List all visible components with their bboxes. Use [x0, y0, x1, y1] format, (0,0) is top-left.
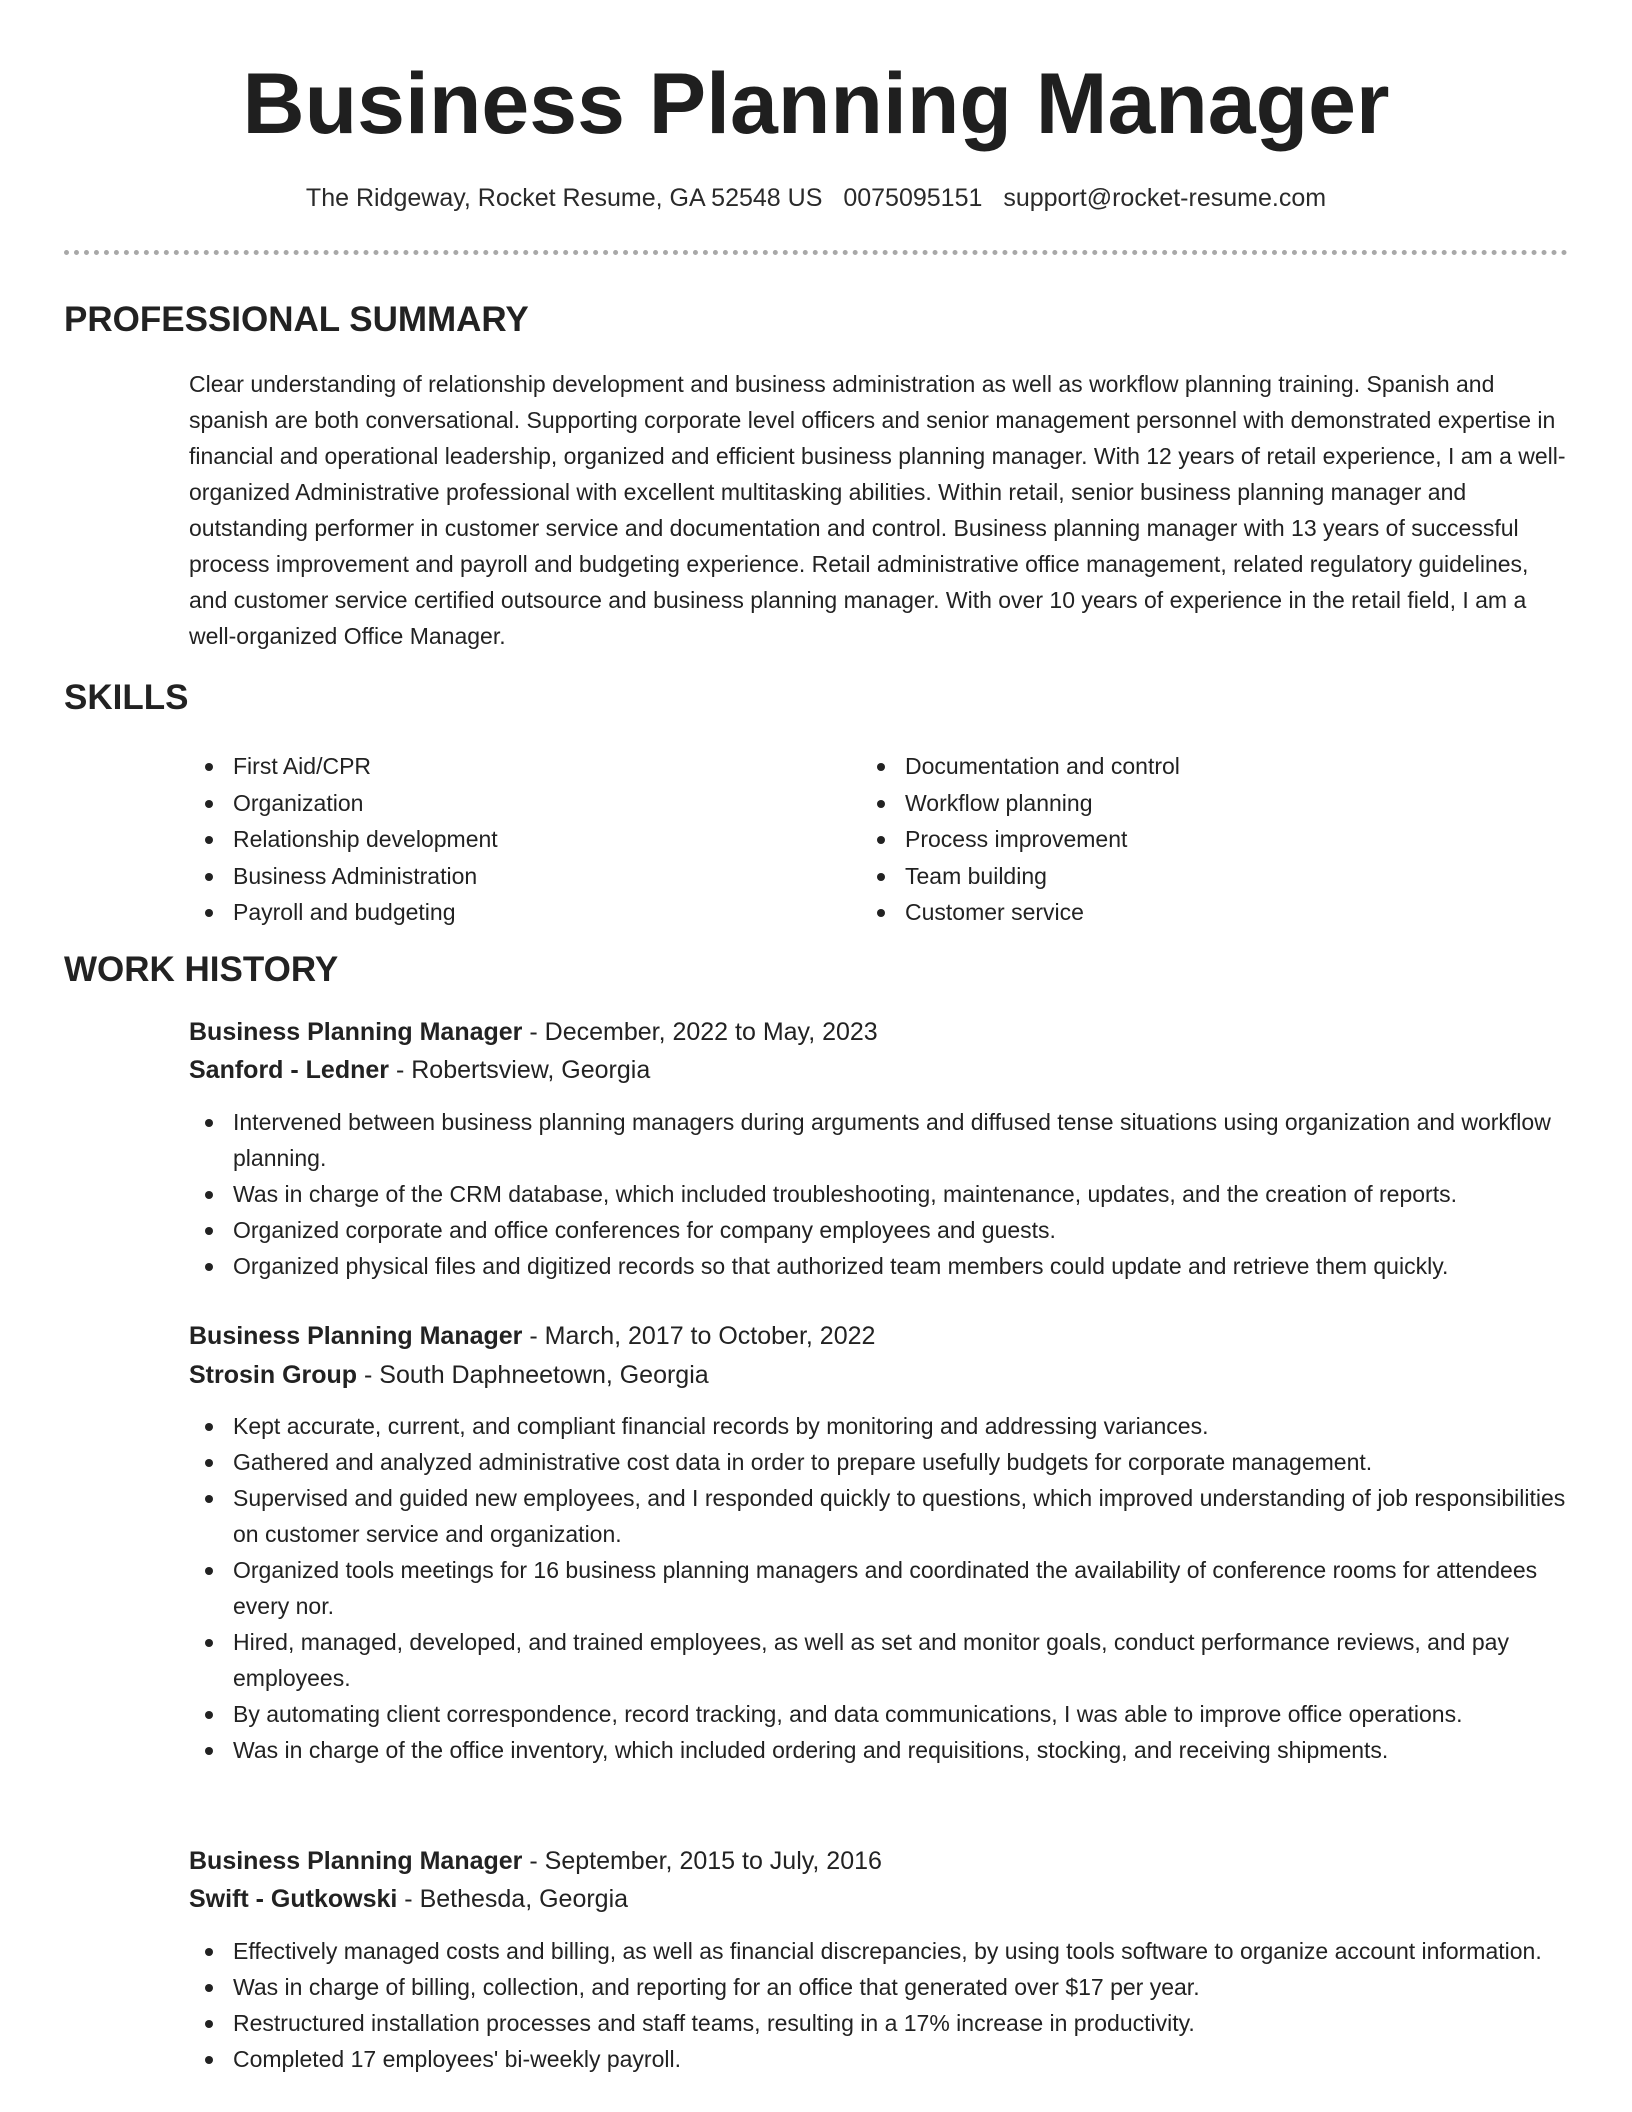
skill-item: Process improvement: [861, 821, 1501, 858]
job-bullet: Gathered and analyzed administrative cost data in order to prepare usefully budgets for corporate management.: [189, 1444, 1574, 1480]
job-bullet: By automating client correspondence, record tracking, and data communications, I was able to improve office operations.: [189, 1696, 1574, 1732]
job-dates: - March, 2017 to October, 2022: [522, 1322, 876, 1350]
job-title: Business Planning Manager: [189, 1322, 523, 1350]
skills-heading: SKILLS: [64, 678, 189, 717]
summary-heading: PROFESSIONAL SUMMARY: [64, 300, 529, 339]
job-bullets: [189, 1104, 1574, 1284]
job-title: Business Planning Manager: [189, 1018, 523, 1046]
job-bullet: Supervised and guided new employees, and I responded quickly to questions, which improved understanding of job responsibilities on customer service and organization.: [189, 1480, 1574, 1552]
job-bullet: Was in charge of the office inventory, which included ordering and requisitions, stocking, and receiving shipments.: [189, 1732, 1574, 1768]
resume-name: Business Planning Manager: [242, 56, 1390, 152]
skill-item: First Aid/CPR: [189, 748, 829, 785]
job-title-line: [189, 1843, 882, 1879]
skills-list-left: [189, 748, 829, 931]
job-bullet: Kept accurate, current, and compliant financial records by monitoring and addressing variances.: [189, 1408, 1574, 1444]
job-location: - Bethesda, Georgia: [397, 1885, 629, 1913]
job-bullet: Was in charge of billing, collection, and reporting for an office that generated over $17 per year.: [189, 1969, 1574, 2005]
job-bullets: [189, 1408, 1574, 1768]
job-location: - South Daphneetown, Georgia: [357, 1361, 709, 1389]
skill-item: Business Administration: [189, 858, 829, 895]
job-company: Sanford - Ledner: [189, 1056, 390, 1084]
contact-address: The Ridgeway, Rocket Resume, GA 52548 US: [305, 184, 823, 212]
skill-item: Organization: [189, 785, 829, 822]
job-bullet: Intervened between business planning managers during arguments and diffused tense situations using organization and workflow planning.: [189, 1104, 1574, 1176]
job-location: - Robertsview, Georgia: [389, 1056, 651, 1084]
job-dates: - September, 2015 to July, 2016: [522, 1847, 882, 1875]
job-title-line: [189, 1318, 875, 1354]
contact-phone: 0075095151: [843, 184, 983, 212]
skill-item: Documentation and control: [861, 748, 1501, 785]
job-company-line: [189, 1052, 650, 1088]
header-divider: [64, 250, 1568, 255]
contact-line: [0, 181, 1632, 215]
job-bullet: Was in charge of the CRM database, which included troubleshooting, maintenance, updates, and the creation of reports.: [189, 1176, 1574, 1212]
job-bullet: Organized corporate and office conferences for company employees and guests.: [189, 1212, 1574, 1248]
skill-item: Relationship development: [189, 821, 829, 858]
job-bullets: [189, 1933, 1574, 2077]
job-title-line: [189, 1014, 878, 1050]
job-title: Business Planning Manager: [189, 1847, 523, 1875]
job-bullet: Restructured installation processes and staff teams, resulting in a 17% increase in productivity.: [189, 2005, 1574, 2041]
skill-item: Workflow planning: [861, 785, 1501, 822]
skills-list-right: [861, 748, 1501, 931]
work-history-heading: WORK HISTORY: [64, 950, 339, 989]
job-bullet: Organized physical files and digitized records so that authorized team members could update and retrieve them quickly.: [189, 1248, 1574, 1284]
summary-text: Clear understanding of relationship development and business administration as well as workflow planning training. Spanish and spanish are both conversational. Supporting corporate level officers and senior management personnel with demonstrated expertise in financial and operational leadership, organized and efficient business planning manager. With 12 years of retail experience, I am a well-organized Administrative professional with excellent multitasking abilities. Within retail, senior business planning manager and outstanding performer in customer service and documentation and control. Business planning manager with 13 years of successful process improvement and payroll and budgeting experience. Retail administrative office management, related regulatory guidelines, and customer service certified outsource and business planning manager. With over 10 years of experience in the retail field, I am a well-organized Office Manager.: [189, 371, 1566, 649]
skill-item: Customer service: [861, 894, 1501, 931]
job-company-line: [189, 1357, 709, 1393]
job-company: Swift - Gutkowski: [189, 1885, 398, 1913]
job-bullet: Effectively managed costs and billing, as well as financial discrepancies, by using tools software to organize account information.: [189, 1933, 1574, 1969]
job-bullet: Completed 17 employees' bi-weekly payroll.: [189, 2041, 1574, 2077]
contact-email[interactable]: support@rocket-resume.com: [1003, 184, 1327, 212]
skill-item: Team building: [861, 858, 1501, 895]
job-company: Strosin Group: [189, 1361, 358, 1389]
job-company-line: [189, 1881, 628, 1917]
skill-item: Payroll and budgeting: [189, 894, 829, 931]
job-bullet: Organized tools meetings for 16 business planning managers and coordinated the availability of conference rooms for attendees every nor.: [189, 1552, 1574, 1624]
job-bullet: Hired, managed, developed, and trained employees, as well as set and monitor goals, conduct performance reviews, and pay employees.: [189, 1624, 1574, 1696]
job-dates: - December, 2022 to May, 2023: [522, 1018, 878, 1046]
